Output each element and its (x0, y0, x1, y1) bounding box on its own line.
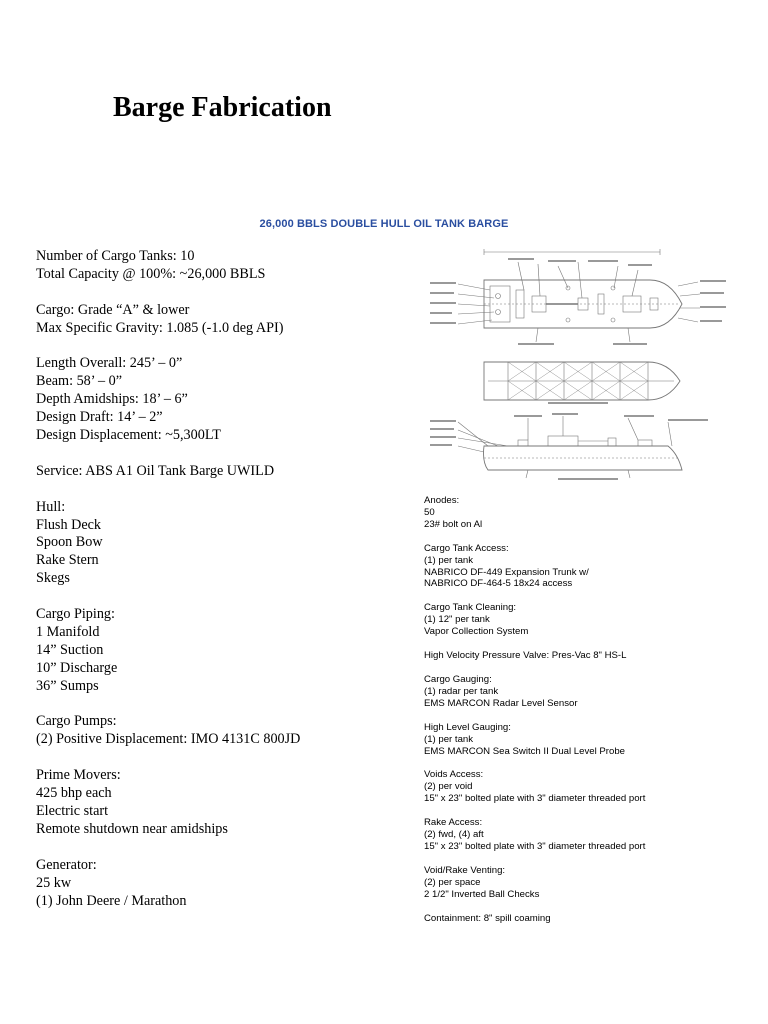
spec-group (36, 355, 406, 445)
equipment-spec-group (424, 543, 754, 591)
equipment-specs-list (424, 495, 754, 936)
spec-line: 2 1/2" Inverted Ball Checks (424, 888, 540, 900)
spec-line: 50 (424, 506, 435, 518)
spec-line: Voids Access: (424, 769, 484, 781)
spec-line: Length Overall: 245’ – 0” (36, 355, 183, 372)
spec-line: 10” Discharge (36, 659, 118, 676)
page-title: Barge Fabrication (113, 92, 332, 123)
spec-group (36, 767, 406, 839)
spec-line: Hull: (36, 498, 66, 515)
spec-line: NABRICO DF-464-5 18x24 access (424, 578, 573, 590)
spec-line: 14” Suction (36, 641, 104, 658)
spec-line: Electric start (36, 802, 109, 819)
spec-line: Prime Movers: (36, 767, 121, 784)
spec-line: (1) per tank (424, 733, 474, 745)
spec-line: (2) fwd, (4) aft (424, 829, 484, 841)
main-specs-list (36, 248, 406, 928)
spec-line: EMS MARCON Radar Level Sensor (424, 697, 578, 709)
barge-arrangement-drawings (428, 246, 728, 486)
spec-line: Rake Access: (424, 817, 483, 829)
spec-line: Skegs (36, 570, 70, 587)
equipment-spec-group (424, 602, 754, 638)
spec-line: Design Draft: 14’ – 2” (36, 409, 163, 426)
spec-line: Remote shutdown near amidships (36, 820, 228, 837)
spec-line: 15" x 23" bolted plate with 3" diameter threaded port (424, 793, 646, 805)
equipment-spec-group (424, 674, 754, 710)
deck-plan-drawing (428, 246, 728, 351)
spec-line: (1) per tank (424, 554, 474, 566)
spec-line: 36” Sumps (36, 677, 99, 694)
equipment-spec-group (424, 650, 754, 662)
profile-drawing (428, 412, 728, 486)
equipment-spec-group (424, 769, 754, 805)
spec-group (36, 857, 406, 911)
spec-line: 15" x 23" bolted plate with 3" diameter threaded port (424, 840, 646, 852)
spec-line: Containment: 8" spill coaming (424, 912, 551, 924)
spec-group (36, 713, 406, 749)
spec-line: Cargo: Grade “A” & lower (36, 301, 190, 318)
spec-line: (2) per void (424, 781, 473, 793)
spec-line: Anodes: (424, 495, 460, 506)
spec-line: Beam: 58’ – 0” (36, 373, 123, 390)
spec-line: EMS MARCON Sea Switch II Dual Level Probe (424, 745, 626, 757)
equipment-spec-group (424, 865, 754, 901)
spec-line: 23# bolt on Al (424, 518, 483, 530)
spec-group (36, 302, 406, 338)
spec-line: Void/Rake Venting: (424, 864, 506, 876)
spec-line: (1) radar per tank (424, 685, 499, 697)
spec-line: Design Displacement: ~5,300LT (36, 427, 221, 444)
spec-line: NABRICO DF-449 Expansion Trunk w/ (424, 566, 589, 578)
spec-group (36, 499, 406, 589)
spec-line: (1) John Deere / Marathon (36, 892, 187, 909)
equipment-spec-group (424, 913, 754, 925)
spec-line: Vapor Collection System (424, 626, 529, 638)
spec-line: 25 kw (36, 874, 72, 891)
equipment-spec-group (424, 722, 754, 758)
spec-line: Spoon Bow (36, 534, 103, 551)
spec-line: Total Capacity @ 100%: ~26,000 BBLS (36, 265, 266, 282)
spec-line: Number of Cargo Tanks: 10 (36, 248, 195, 264)
spec-line: Cargo Piping: (36, 606, 115, 623)
spec-line: Max Specific Gravity: 1.085 (-1.0 deg API) (36, 319, 284, 336)
barge-subtitle: 26,000 BBLS DOUBLE HULL OIL TANK BARGE (259, 218, 509, 230)
spec-line: (2) Positive Displacement: IMO 4131C 800JD (36, 731, 301, 748)
equipment-spec-group (424, 495, 754, 531)
spec-line: Cargo Tank Cleaning: (424, 602, 517, 614)
spec-line: Rake Stern (36, 552, 99, 569)
spec-line: Cargo Pumps: (36, 713, 117, 730)
spec-line: High Level Gauging: (424, 721, 511, 733)
spec-line: 425 bhp each (36, 785, 112, 802)
equipment-spec-group (424, 817, 754, 853)
spec-line: (2) per space (424, 876, 481, 888)
spec-group (36, 606, 406, 696)
spec-line: Depth Amidships: 18’ – 6” (36, 391, 188, 408)
spec-line: Cargo Tank Access: (424, 542, 509, 554)
spec-line: Generator: (36, 856, 97, 873)
spec-line: Cargo Gauging: (424, 673, 492, 685)
spec-group (36, 248, 406, 284)
tank-plan-drawing (428, 356, 728, 406)
spec-line: Service: ABS A1 Oil Tank Barge UWILD (36, 462, 275, 479)
spec-line: High Velocity Pressure Valve: Pres-Vac 8" HS-L (424, 650, 627, 662)
spec-line: (1) 12" per tank (424, 614, 490, 626)
spec-group (36, 463, 406, 481)
spec-line: 1 Manifold (36, 623, 100, 640)
spec-line: Flush Deck (36, 516, 102, 533)
